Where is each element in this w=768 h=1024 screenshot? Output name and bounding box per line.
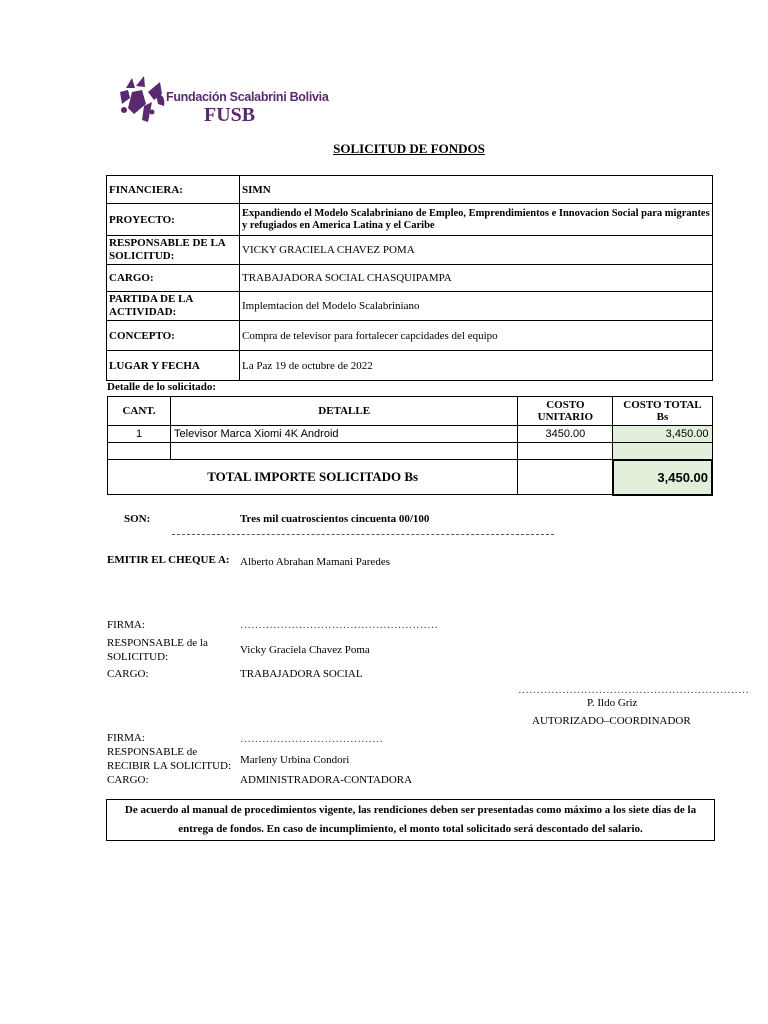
info-row-lugar [107,351,713,381]
items-header-row [108,397,713,426]
empty-cell [518,460,613,495]
proyecto-label: PROYECTO: [107,204,240,236]
detail-section-label: Detalle de lo solicitado: [107,381,217,393]
info-row-cargo [107,265,713,292]
info-row-partida [107,292,713,321]
concepto-label: CONCEPTO: [107,321,240,351]
empty-cell [108,443,171,460]
row-costo-unitario: 3450.00 [518,426,613,443]
sig1-cargo-value: TRABAJADORA SOCIAL [240,668,363,680]
son-value: Tres mil cuatroscientos cincuenta 00/100 [240,513,430,525]
responsable-value: VICKY GRACIELA CHAVEZ POMA [240,236,713,265]
sig2-cargo-label: CARGO: [107,774,149,786]
header-costo-unitario: COSTO UNITARIO [518,397,613,426]
sig2-cargo-value: ADMINISTRADORA-CONTADORA [240,774,413,786]
responsable-label: RESPONSABLE DE LA SOLICITUD: [107,236,240,265]
cargo-label: CARGO: [107,265,240,292]
notice-box: De acuerdo al manual de procedimientos vigente, las rendiciones deben ser presentadas como máximo a los siete días de la entrega de fondos. En caso de incumplimiento, el monto total solicitado será descontado del salario. [106,799,715,841]
son-label: SON: [124,513,151,525]
sig1-firma-dots: ……………………………………………… [240,619,438,631]
sig2-responsable-label: RESPONSABLE de RECIBIR LA SOLICITUD: [107,746,232,772]
authorizer-name: P. Ildo Griz [587,697,638,709]
logo-org-name: Fundación Scalabrini Bolivia [166,90,329,104]
sig1-firma-label: FIRMA: [107,619,145,631]
sig2-firma-dots: ………………………………… [240,733,383,745]
empty-cell [518,443,613,460]
lugar-value: La Paz 19 de octubre de 2022 [240,351,713,381]
info-row-concepto [107,321,713,351]
total-value: 3,450.00 [613,460,712,495]
header-detalle: DETALLE [171,397,518,426]
sig1-cargo-label: CARGO: [107,668,149,680]
cheque-value: Alberto Abrahan Mamani Paredes [240,556,390,568]
header-cant: CANT. [108,397,171,426]
table-row [108,426,713,443]
logo-acronym: FUSB [204,104,256,126]
son-underline [172,534,554,535]
financiera-value: SIMN [240,176,713,204]
concepto-value: Compra de televisor para fortalecer capcidades del equipo [240,321,713,351]
sig1-responsable-label: RESPONSABLE de la SOLICITUD: [107,637,208,663]
row-detalle: Televisor Marca Xiomi 4K Android [171,426,518,443]
table-row-empty [108,443,713,460]
row-costo-total: 3,450.00 [613,426,712,443]
organization-logo [108,74,329,134]
total-row [108,460,713,495]
info-row-financiera [107,176,713,204]
info-row-responsable [107,236,713,265]
request-info-table [106,175,713,381]
empty-cell [613,443,712,460]
items-table [107,396,713,496]
financiera-label: FINANCIERA: [107,176,240,204]
sig2-responsable-value: Marleny Urbina Condori [240,754,350,766]
header-costo-total: COSTO TOTAL Bs [613,397,712,426]
partida-value: Implemtacion del Modelo Scalabriniano [240,292,713,321]
total-label: TOTAL IMPORTE SOLICITADO Bs [108,460,518,495]
authorizer-role: AUTORIZADO–COORDINADOR [532,715,691,727]
proyecto-value: Expandiendo el Modelo Scalabriniano de Empleo, Emprendimientos e Innovacion Social para migrantes y refugiados en America Latina y el Caribe [240,204,713,236]
sig2-firma-label: FIRMA: [107,732,145,744]
authorizer-dots: ……………………………………………………… [518,684,749,696]
empty-cell [171,443,518,460]
partida-label: PARTIDA DE LA ACTIVIDAD: [107,292,240,321]
cargo-value: TRABAJADORA SOCIAL CHASQUIPAMPA [240,265,713,292]
lugar-label: LUGAR Y FECHA [107,351,240,381]
sig1-responsable-value: Vicky Graciela Chavez Poma [240,644,370,656]
page-title: SOLICITUD DE FONDOS [333,141,485,156]
cheque-label: EMITIR EL CHEQUE A: [107,554,230,566]
info-row-proyecto [107,204,713,236]
row-cant: 1 [108,426,171,443]
